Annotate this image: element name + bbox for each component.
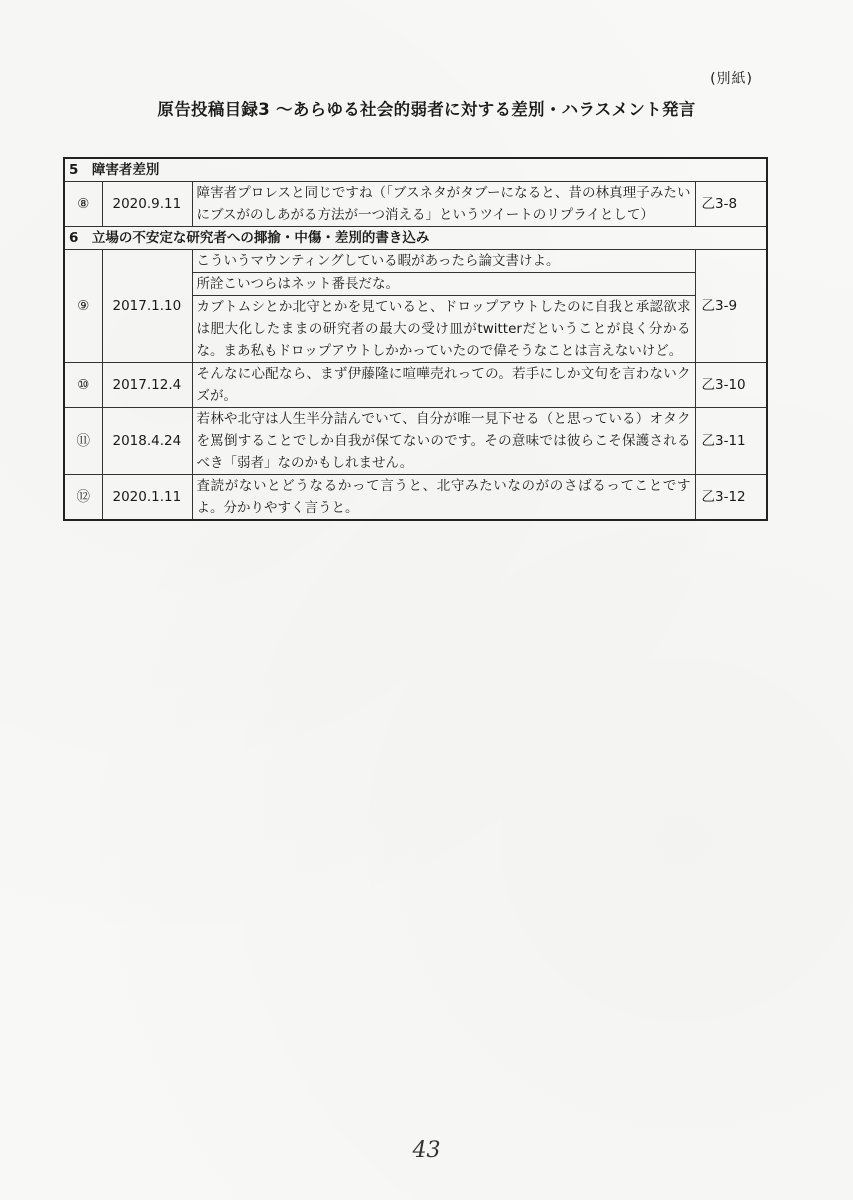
entry-date: 2020.1.11 — [102, 475, 192, 521]
entry-content — [192, 408, 695, 475]
entry-number: ⑧ — [64, 182, 102, 227]
entry-text: 障害者プロレスと同じですね（「ブスネタがタブーになると、昔の林真理子みたいにブスがのしあがる方法が一つ消える」というツイートのリプライとして） — [196, 185, 691, 223]
entry-text: 査読がないとどうなるかって言うと、北守みたいなのがのさばるってことですよ。分かりやすく言うと。 — [196, 478, 691, 516]
section-heading: 5 障害者差別 — [64, 158, 767, 182]
entry-text: そんなに心配なら、まず伊藤隆に喧嘩売れっての。若手にしか文句を言わないクズが。 — [196, 366, 691, 404]
table-row — [64, 250, 767, 363]
entry-text: こういうマウンティングしている暇があったら論文書けよ。 — [196, 253, 560, 269]
entry-date: 2020.9.11 — [102, 182, 192, 227]
evidence-number: 乙3-8 — [695, 182, 767, 227]
entry-content — [192, 363, 695, 408]
document-title: 原告投稿目録3 〜あらゆる社会的弱者に対する差別・ハラスメント発言 — [157, 100, 696, 119]
entry-number: ⑨ — [64, 250, 102, 363]
annex-label: (別紙) — [710, 71, 753, 87]
evidence-number: 乙3-10 — [695, 363, 767, 408]
evidence-number: 乙3-12 — [695, 475, 767, 521]
table-row — [64, 182, 767, 227]
entry-content — [192, 250, 695, 363]
page-number: 43 — [412, 1138, 441, 1163]
table-row — [64, 475, 767, 521]
entry-date: 2018.4.24 — [102, 408, 192, 475]
section-heading: 6 立場の不安定な研究者への揶揄・中傷・差別的書き込み — [64, 227, 767, 250]
entry-content — [192, 182, 695, 227]
entry-date: 2017.12.4 — [102, 363, 192, 408]
table-row — [64, 363, 767, 408]
entry-number: ⑪ — [64, 408, 102, 475]
entry-text: カブトムシとか北守とかを見ていると、ドロップアウトしたのに自我と承認欲求は肥大化したままの研究者の最大の受け皿がtwitterだということが良く分かるな。まあ私もドロップアウトしかかっていたので偉そうなことは言えないけど。 — [193, 295, 695, 362]
entry-content — [192, 475, 695, 521]
entry-date: 2017.1.10 — [102, 250, 192, 363]
table-row — [64, 408, 767, 475]
section-heading-row — [64, 158, 767, 182]
section-heading-row — [64, 227, 767, 250]
entry-text: 若林や北守は人生半分詰んでいて、自分が唯一見下せる（と思っている）オタクを罵倒することでしか自我が保てないのです。その意味では彼らこそ保護されるべき「弱者」なのかもしれません。 — [196, 411, 691, 471]
post-list-table — [63, 157, 768, 521]
evidence-number: 乙3-9 — [695, 250, 767, 363]
entry-number: ⑩ — [64, 363, 102, 408]
entry-text: 所詮こいつらはネット番長だな。 — [193, 272, 695, 295]
evidence-number: 乙3-11 — [695, 408, 767, 475]
entry-number: ⑫ — [64, 475, 102, 521]
